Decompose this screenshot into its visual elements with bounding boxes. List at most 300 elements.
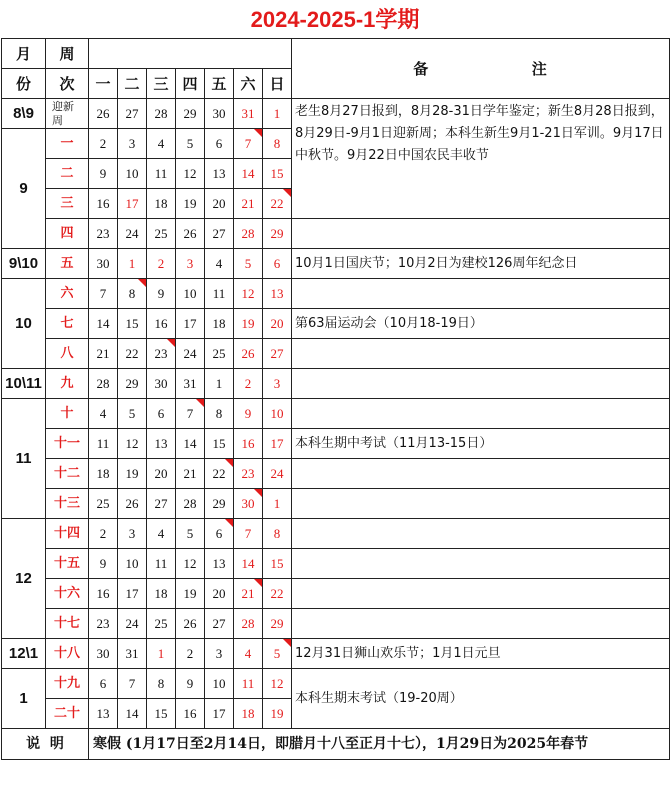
day-cell xyxy=(89,369,118,399)
week-row xyxy=(2,309,670,339)
day-number: 1 xyxy=(157,645,165,661)
week-row xyxy=(2,399,670,429)
day-cell xyxy=(89,699,118,729)
day-number: 12 xyxy=(241,285,255,301)
day-cell xyxy=(118,249,147,279)
day-cell xyxy=(89,429,118,459)
week-row xyxy=(2,519,670,549)
day-cell xyxy=(205,369,234,399)
day-cell xyxy=(234,249,263,279)
day-number: 1 xyxy=(273,105,281,121)
day-number: 26 xyxy=(241,345,255,361)
day-cell xyxy=(234,129,263,159)
day-number: 3 xyxy=(186,255,194,271)
day-number: 5 xyxy=(186,525,194,541)
day-cell xyxy=(205,669,234,699)
day-number: 27 xyxy=(270,345,284,361)
day-cell xyxy=(263,339,292,369)
month-cell: 10\11 xyxy=(2,369,46,399)
notes-header-left: 备 xyxy=(413,59,430,78)
day-number: 25 xyxy=(212,345,226,361)
day-cell xyxy=(118,609,147,639)
red-corner-flag-icon xyxy=(225,459,233,467)
month-cell: 8\9 xyxy=(2,99,46,129)
day-cell xyxy=(234,489,263,519)
day-number: 1 xyxy=(273,495,281,511)
day-number: 26 xyxy=(96,105,110,121)
day-number: 21 xyxy=(241,585,255,601)
day-cell xyxy=(147,399,176,429)
header-row-top xyxy=(2,39,670,69)
day-cell xyxy=(263,249,292,279)
week-row xyxy=(2,219,670,249)
day-cell xyxy=(147,459,176,489)
day-cell xyxy=(89,219,118,249)
day-cell xyxy=(205,249,234,279)
week-number-cell: 十六 xyxy=(46,579,89,609)
day-number: 23 xyxy=(154,345,168,361)
day-number: 7 xyxy=(244,135,252,151)
day-cell xyxy=(263,369,292,399)
day-number: 26 xyxy=(125,495,139,511)
day-cell xyxy=(118,669,147,699)
day-number: 20 xyxy=(154,465,168,481)
day-number: 21 xyxy=(96,345,110,361)
day-number: 19 xyxy=(241,315,255,331)
red-corner-flag-icon xyxy=(167,339,175,347)
day-number: 3 xyxy=(215,645,223,661)
day-cell xyxy=(89,489,118,519)
day-cell xyxy=(234,579,263,609)
day-cell xyxy=(263,159,292,189)
day-number: 1 xyxy=(215,375,223,391)
day-number: 15 xyxy=(270,555,284,571)
day-number: 6 xyxy=(273,255,281,271)
month-cell: 9 xyxy=(2,129,46,249)
day-cell xyxy=(205,189,234,219)
day-cell xyxy=(147,339,176,369)
day-cell xyxy=(234,309,263,339)
week-header-bottom: 次 xyxy=(46,69,89,99)
day-number: 19 xyxy=(183,585,197,601)
day-cell xyxy=(89,99,118,129)
days-header-blank xyxy=(89,39,292,69)
day-cell xyxy=(89,639,118,669)
day-cell xyxy=(205,129,234,159)
day-number: 2 xyxy=(186,645,194,661)
day-cell xyxy=(205,339,234,369)
week-row xyxy=(2,369,670,399)
day-header: 六 xyxy=(234,69,263,99)
day-number: 19 xyxy=(270,705,284,721)
day-cell xyxy=(118,369,147,399)
day-number: 2 xyxy=(244,375,252,391)
day-number: 5 xyxy=(273,645,281,661)
day-number: 14 xyxy=(183,435,197,451)
day-cell xyxy=(205,99,234,129)
day-number: 12 xyxy=(183,165,197,181)
day-cell xyxy=(205,429,234,459)
day-number: 12 xyxy=(270,675,284,691)
day-number: 4 xyxy=(244,645,252,661)
day-cell xyxy=(147,279,176,309)
day-cell xyxy=(89,519,118,549)
day-cell xyxy=(176,459,205,489)
week-number-cell: 九 xyxy=(46,369,89,399)
day-number: 19 xyxy=(183,195,197,211)
day-cell xyxy=(147,309,176,339)
day-number: 7 xyxy=(128,675,136,691)
day-cell xyxy=(118,579,147,609)
day-number: 17 xyxy=(212,705,226,721)
day-number: 15 xyxy=(154,705,168,721)
week-row xyxy=(2,549,670,579)
day-cell xyxy=(176,639,205,669)
day-cell xyxy=(147,219,176,249)
day-cell xyxy=(263,699,292,729)
week-number-cell: 十七 xyxy=(46,609,89,639)
day-cell xyxy=(147,189,176,219)
day-number: 8 xyxy=(215,405,223,421)
day-number: 11 xyxy=(212,285,226,301)
day-number: 15 xyxy=(270,165,284,181)
day-cell xyxy=(176,99,205,129)
day-number: 11 xyxy=(96,435,110,451)
day-number: 5 xyxy=(244,255,252,271)
day-cell xyxy=(176,159,205,189)
week-number-cell: 二 xyxy=(46,159,89,189)
day-number: 27 xyxy=(212,615,226,631)
day-cell xyxy=(176,219,205,249)
day-cell xyxy=(205,279,234,309)
week-number-cell: 迎新周 xyxy=(46,99,89,129)
day-cell xyxy=(118,399,147,429)
day-cell xyxy=(205,519,234,549)
day-number: 14 xyxy=(96,315,110,331)
day-number: 29 xyxy=(125,375,139,391)
day-number: 7 xyxy=(186,405,194,421)
day-number: 30 xyxy=(212,105,226,121)
week-row xyxy=(2,249,670,279)
day-number: 17 xyxy=(125,585,139,601)
day-number: 13 xyxy=(212,165,226,181)
day-cell xyxy=(147,489,176,519)
day-cell xyxy=(176,129,205,159)
day-cell xyxy=(263,459,292,489)
day-cell xyxy=(176,549,205,579)
day-number: 3 xyxy=(128,135,136,151)
notes-header-right: 注 xyxy=(531,59,548,78)
day-number: 18 xyxy=(96,465,110,481)
day-cell xyxy=(147,609,176,639)
day-cell xyxy=(147,669,176,699)
day-number: 20 xyxy=(270,315,284,331)
day-number: 28 xyxy=(183,495,197,511)
day-number: 7 xyxy=(244,525,252,541)
day-number: 2 xyxy=(99,525,107,541)
day-number: 11 xyxy=(154,165,168,181)
day-cell xyxy=(118,339,147,369)
week-number-cell: 十 xyxy=(46,399,89,429)
day-number: 18 xyxy=(241,705,255,721)
day-number: 21 xyxy=(241,195,255,211)
day-number: 18 xyxy=(154,585,168,601)
month-cell: 12\1 xyxy=(2,639,46,669)
notes-cell: 本科生期末考试（19-20周） xyxy=(292,669,670,729)
day-cell xyxy=(234,159,263,189)
day-cell xyxy=(205,459,234,489)
day-cell xyxy=(234,609,263,639)
day-number: 8 xyxy=(273,135,281,151)
day-number: 22 xyxy=(212,465,226,481)
red-corner-flag-icon xyxy=(254,579,262,587)
week-row xyxy=(2,459,670,489)
day-number: 20 xyxy=(212,585,226,601)
day-number: 24 xyxy=(270,465,284,481)
day-cell xyxy=(147,639,176,669)
day-number: 13 xyxy=(96,705,110,721)
day-cell xyxy=(89,549,118,579)
red-corner-flag-icon xyxy=(254,489,262,497)
day-number: 9 xyxy=(99,555,107,571)
day-number: 9 xyxy=(186,675,194,691)
red-corner-flag-icon xyxy=(283,189,291,197)
footer-row xyxy=(2,729,670,760)
notes-cell xyxy=(292,279,670,309)
week-number-cell: 一 xyxy=(46,129,89,159)
day-header: 日 xyxy=(263,69,292,99)
month-cell: 10 xyxy=(2,279,46,369)
day-number: 24 xyxy=(125,225,139,241)
week-number-cell: 八 xyxy=(46,339,89,369)
footer-label: 说 明 xyxy=(2,729,89,760)
day-number: 28 xyxy=(96,375,110,391)
day-cell xyxy=(263,669,292,699)
day-cell xyxy=(234,429,263,459)
day-number: 3 xyxy=(273,375,281,391)
week-row xyxy=(2,429,670,459)
day-cell xyxy=(89,279,118,309)
day-number: 10 xyxy=(270,405,284,421)
day-cell xyxy=(263,609,292,639)
day-number: 8 xyxy=(128,285,136,301)
day-cell xyxy=(176,699,205,729)
day-cell xyxy=(263,549,292,579)
day-cell xyxy=(234,99,263,129)
notes-cell xyxy=(292,339,670,369)
day-cell xyxy=(205,159,234,189)
notes-cell xyxy=(292,609,670,639)
page-title: 2024-2025-1学期 xyxy=(250,7,420,32)
day-number: 9 xyxy=(244,405,252,421)
notes-cell xyxy=(292,489,670,519)
day-cell xyxy=(176,579,205,609)
day-cell xyxy=(234,519,263,549)
day-number: 24 xyxy=(183,345,197,361)
day-number: 25 xyxy=(96,495,110,511)
month-cell: 12 xyxy=(2,519,46,639)
week-number-cell: 十三 xyxy=(46,489,89,519)
day-number: 20 xyxy=(212,195,226,211)
day-number: 10 xyxy=(125,165,139,181)
day-number: 5 xyxy=(186,135,194,151)
day-number: 5 xyxy=(128,405,136,421)
day-number: 3 xyxy=(128,525,136,541)
day-cell xyxy=(263,129,292,159)
day-cell xyxy=(263,219,292,249)
week-row xyxy=(2,579,670,609)
day-number: 12 xyxy=(183,555,197,571)
notes-header xyxy=(292,39,670,99)
day-number: 16 xyxy=(96,195,110,211)
day-number: 10 xyxy=(125,555,139,571)
day-cell xyxy=(147,699,176,729)
day-cell xyxy=(147,579,176,609)
day-number: 28 xyxy=(241,615,255,631)
day-header: 三 xyxy=(147,69,176,99)
week-number-cell: 二十 xyxy=(46,699,89,729)
day-number: 23 xyxy=(96,615,110,631)
day-cell xyxy=(89,399,118,429)
week-row xyxy=(2,609,670,639)
day-cell xyxy=(147,519,176,549)
day-cell xyxy=(263,279,292,309)
day-cell xyxy=(89,159,118,189)
week-number-cell: 十四 xyxy=(46,519,89,549)
week-number-cell: 十九 xyxy=(46,669,89,699)
day-cell xyxy=(89,339,118,369)
day-cell xyxy=(147,429,176,459)
month-header-top: 月 xyxy=(2,39,46,69)
day-number: 11 xyxy=(154,555,168,571)
day-cell xyxy=(263,189,292,219)
day-number: 8 xyxy=(157,675,165,691)
notes-cell xyxy=(292,549,670,579)
day-cell xyxy=(234,459,263,489)
week-number-cell: 十二 xyxy=(46,459,89,489)
day-number: 9 xyxy=(157,285,165,301)
week-number-cell: 六 xyxy=(46,279,89,309)
day-cell xyxy=(176,309,205,339)
day-cell xyxy=(176,399,205,429)
day-number: 27 xyxy=(125,105,139,121)
day-header: 五 xyxy=(205,69,234,99)
day-number: 21 xyxy=(183,465,197,481)
day-number: 25 xyxy=(154,225,168,241)
day-number: 15 xyxy=(212,435,226,451)
day-cell xyxy=(205,489,234,519)
day-number: 4 xyxy=(157,135,165,151)
day-number: 4 xyxy=(215,255,223,271)
day-cell xyxy=(205,219,234,249)
notes-cell: 本科生期中考试（11月13-15日） xyxy=(292,429,670,459)
day-cell xyxy=(147,159,176,189)
week-header-top: 周 xyxy=(46,39,89,69)
day-number: 11 xyxy=(241,675,255,691)
day-cell xyxy=(205,699,234,729)
day-cell xyxy=(118,489,147,519)
day-cell xyxy=(234,549,263,579)
week-number-cell: 四 xyxy=(46,219,89,249)
week-number-cell: 十五 xyxy=(46,549,89,579)
notes-cell xyxy=(292,399,670,429)
notes-cell: 第63届运动会（10月18-19日） xyxy=(292,309,670,339)
month-cell: 9\10 xyxy=(2,249,46,279)
day-header: 一 xyxy=(89,69,118,99)
day-number: 23 xyxy=(241,465,255,481)
day-cell xyxy=(118,699,147,729)
day-number: 18 xyxy=(212,315,226,331)
day-cell xyxy=(205,399,234,429)
day-number: 26 xyxy=(183,615,197,631)
day-number: 29 xyxy=(212,495,226,511)
day-cell xyxy=(176,519,205,549)
week-number-cell: 七 xyxy=(46,309,89,339)
month-cell: 11 xyxy=(2,399,46,519)
day-cell xyxy=(234,339,263,369)
day-cell xyxy=(118,189,147,219)
day-number: 7 xyxy=(99,285,107,301)
day-number: 19 xyxy=(125,465,139,481)
red-corner-flag-icon xyxy=(196,399,204,407)
day-number: 10 xyxy=(212,675,226,691)
week-row xyxy=(2,489,670,519)
week-number-cell: 三 xyxy=(46,189,89,219)
day-number: 31 xyxy=(125,645,139,661)
day-cell xyxy=(234,669,263,699)
day-number: 10 xyxy=(183,285,197,301)
day-cell xyxy=(263,489,292,519)
day-cell xyxy=(263,309,292,339)
red-corner-flag-icon xyxy=(138,279,146,287)
notes-cell: 老生8月27日报到，8月28-31日学年鉴定；新生8月28日报到，8月29日-9月1日迎新周；本科生新生9月1-21日军训。9月17日中秋节。9月22日中国农民丰收节 xyxy=(292,99,670,219)
day-cell xyxy=(118,429,147,459)
day-number: 2 xyxy=(99,135,107,151)
day-cell xyxy=(205,579,234,609)
week-number-cell: 十一 xyxy=(46,429,89,459)
day-header: 二 xyxy=(118,69,147,99)
day-number: 16 xyxy=(183,705,197,721)
day-number: 28 xyxy=(241,225,255,241)
day-cell xyxy=(147,549,176,579)
day-number: 13 xyxy=(154,435,168,451)
day-number: 13 xyxy=(270,285,284,301)
day-number: 31 xyxy=(183,375,197,391)
day-cell xyxy=(234,189,263,219)
red-corner-flag-icon xyxy=(283,639,291,647)
day-cell xyxy=(118,639,147,669)
day-cell xyxy=(263,99,292,129)
day-number: 2 xyxy=(157,255,165,271)
day-cell xyxy=(263,399,292,429)
day-cell xyxy=(89,189,118,219)
day-cell xyxy=(176,489,205,519)
day-cell xyxy=(205,609,234,639)
day-number: 29 xyxy=(270,615,284,631)
day-cell xyxy=(234,699,263,729)
day-cell xyxy=(89,309,118,339)
footer-text: 寒假 (1月17日至2月14日，即腊月十八至正月十七），1月29日为2025年春节 xyxy=(89,729,670,760)
notes-cell xyxy=(292,219,670,249)
day-cell xyxy=(118,519,147,549)
day-number: 4 xyxy=(99,405,107,421)
day-number: 30 xyxy=(96,645,110,661)
day-number: 22 xyxy=(125,345,139,361)
notes-cell: 10月1日国庆节；10月2日为建校126周年纪念日 xyxy=(292,249,670,279)
day-cell xyxy=(147,369,176,399)
day-number: 8 xyxy=(273,525,281,541)
day-cell xyxy=(234,279,263,309)
